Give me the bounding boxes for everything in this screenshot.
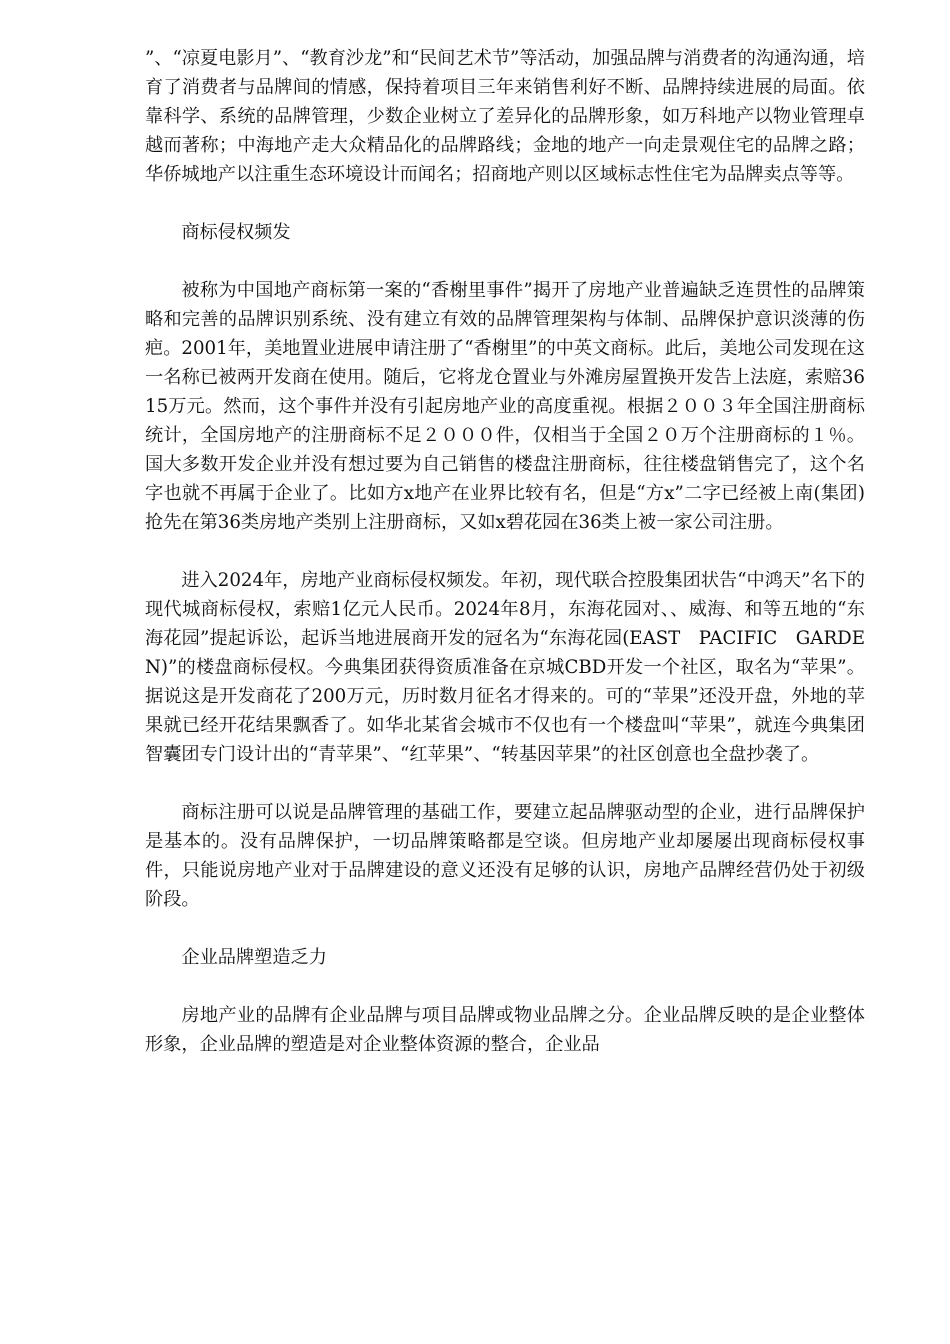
section-heading-corporate-brand: 企业品牌塑造乏力 <box>181 947 327 968</box>
paragraph-2024-infringement: 进入2024年，房地产业商标侵权频发。年初，现代联合控股集团状告“中鸿天”名下的现代城商标侵权，索赔1亿元人民币。2024年8月，东海花园对、、威海、和等五地的“东海花园”提起诉讼，起诉当地进展商开发的冠名为“东海花园(EAST PACIFIC GARDEN)”的楼盘商标侵权。今典集团获得资质准备在京城CBD开发一个社区，取名为“苹果”。据说这是开发商花了200万元，历时数月征名才得来的。可的“苹果”还没开盘，外地的苹果就已经开花结果飘香了。如华北某省会城市不仅也有一个楼盘叫“苹果”，就连今典集团智囊团专门设计出的“青苹果”、“红苹果”、“转基因苹果”的社区创意也全盘抄袭了。 <box>145 570 865 765</box>
paragraph-trademark-registration: 商标注册可以说是品牌管理的基础工作，要建立起品牌驱动型的企业，进行品牌保护是基本的。没有品牌保护，一切品牌策略都是空谈。但房地产业却屡屡出现商标侵权事件，只能说房地产业对于品牌建设的意义还没有足够的认识，房地产品牌经营仍处于初级阶段。 <box>145 802 865 910</box>
document-page <box>145 44 865 1088</box>
paragraph-brand-activities: ”、“凉夏电影月”、“教育沙龙”和“民间艺术节”等活动，加强品牌与消费者的沟通沟通，培育了消费者与品牌间的情感，保持着项目三年来销售利好不断、品牌持续进展的局面。依靠科学、系统的品牌管理，少数企业树立了差异化的品牌形象，如万科地产以物业管理卓越而著称；中海地产走大众精品化的品牌路线；金地的地产一向走景观住宅的品牌之路；华侨城地产以注重生态环境设计而闻名；招商地产则以区域标志性住宅为品牌卖点等等。 <box>145 48 865 185</box>
section-heading-trademark-infringement: 商标侵权频发 <box>181 222 291 243</box>
paragraph-corporate-brand: 房地产业的品牌有企业品牌与项目品牌或物业品牌之分。企业品牌反映的是企业整体形象，企业品牌的塑造是对企业整体资源的整合，企业品 <box>145 1005 865 1055</box>
paragraph-xiangxieli-case: 被称为中国地产商标第一案的“香榭里事件”揭开了房地产业普遍缺乏连贯性的品牌策略和完善的品牌识别系统、没有建立有效的品牌管理架构与体制、品牌保护意识淡薄的伤疤。2001年，美地置业进展申请注册了“香榭里”的中英文商标。此后，美地公司发现在这一名称已被两开发商在使用。随后，它将龙仓置业与外滩房屋置换开发告上法庭，索赔3615万元。然而，这个事件并没有引起房地产业的高度重视。根据２００３年全国注册商标统计，全国房地产的注册商标不足２０００件，仅相当于全国２０万个注册商标的１％。国大多数开发企业并没有想过要为自己销售的楼盘注册商标，往往楼盘销售完了，这个名字也就不再属于企业了。比如方x地产在业界比较有名，但是“方x”二字已经被上南(集团)抢先在第36类房地产类别上注册商标，又如x碧花园在36类上被一家公司注册。 <box>145 280 865 533</box>
